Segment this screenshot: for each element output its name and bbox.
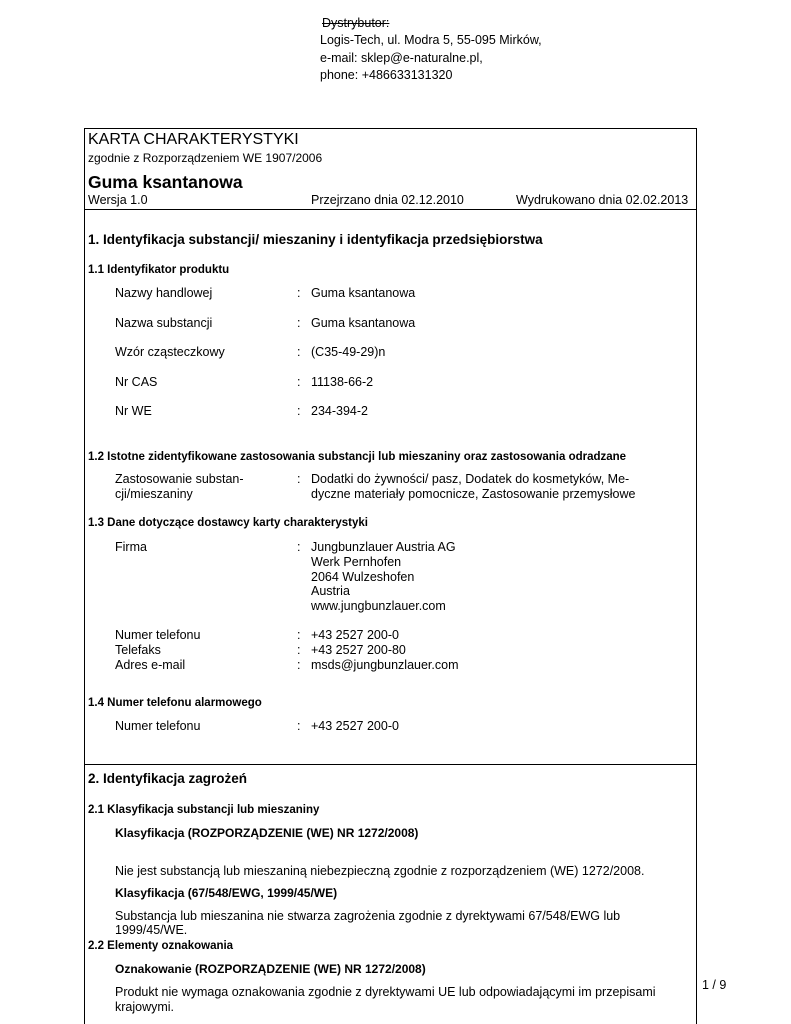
section-2-title: 2. Identyfikacja zagrożeń [88,771,248,786]
field-label-ec: Nr WE [115,404,152,418]
firm-line: Austria [311,584,350,598]
product-name: Guma ksantanowa [88,172,243,192]
distributor-line2: e-mail: sklep@e-naturalne.pl, [320,51,483,65]
labelling-heading: Oznakowanie (ROZPORZĄDZENIE (WE) NR 1272/2008) [115,962,426,976]
colon: : [297,375,301,389]
section-1-4-title: 1.4 Numer telefonu alarmowego [88,697,262,709]
section-1-3-title: 1.3 Dane dotyczące dostawcy karty charakterystyki [88,517,368,529]
colon: : [297,643,301,657]
colon: : [297,286,301,300]
field-label-substance-name: Nazwa substancji [115,316,213,330]
firm-line: Jungbunzlauer Austria AG [311,540,456,554]
field-value-ec: 234-394-2 [311,404,368,418]
colon: : [297,540,301,554]
field-value-fax: +43 2527 200-80 [311,643,406,657]
labelling-text-line2: krajowymi. [115,1000,175,1014]
field-value-use-line1: Dodatki do żywności/ pasz, Dodatek do kosmetyków, Me- [311,472,630,486]
field-label-email: Adres e-mail [115,658,186,672]
field-label-cas: Nr CAS [115,375,158,389]
regulation-reference: zgodnie z Rozporządzeniem WE 1907/2006 [88,151,323,165]
version: Wersja 1.0 [88,193,148,207]
field-label-use-line1: Zastosowanie substan- [115,472,244,486]
dsd-classification-text-line2: 1999/45/WE. [115,923,188,937]
section-divider [84,764,697,765]
section-2-2-title: 2.2 Elementy oznakowania [88,940,234,952]
section-2-1-title: 2.1 Klasyfikacja substancji lub mieszaniny [88,804,320,816]
field-label-formula: Wzór cząsteczkowy [115,345,225,359]
field-label-trade-name: Nazwy handlowej [115,286,213,300]
printed-date: Wydrukowano dnia 02.02.2013 [516,193,689,207]
field-value-use-line2: dyczne materiały pomocnicze, Zastosowanie przemysłowe [311,487,636,501]
field-label-fax: Telefaks [115,643,161,657]
section-1-1-title: 1.1 Identyfikator produktu [88,264,230,276]
field-value-cas: 11138-66-2 [311,375,374,389]
clp-classification-text: Nie jest substancją lub mieszaniną niebezpieczną zgodnie z rozporządzeniem (WE) 1272/2008. [115,864,645,878]
field-value-trade-name: Guma ksantanowa [311,286,416,300]
field-label-emergency-phone: Numer telefonu [115,719,201,733]
colon: : [297,316,301,330]
field-label-use-line2: cji/mieszaniny [115,487,193,501]
field-value-phone: +43 2527 200-0 [311,628,399,642]
field-label-firm: Firma [115,540,147,554]
distributor-line1: Logis-Tech, ul. Modra 5, 55-095 Mirków, [320,33,542,47]
section-1-2-title: 1.2 Istotne zidentyfikowane zastosowania substancji lub mieszaniny oraz zastosowania odradzane [88,451,627,463]
reviewed-date: Przejrzano dnia 02.12.2010 [311,193,464,207]
field-value-email: msds@jungbunzlauer.com [311,658,459,672]
colon: : [297,345,301,359]
colon: : [297,404,301,418]
dsd-classification-heading: Klasyfikacja (67/548/EWG, 1999/45/WE) [115,886,338,900]
field-value-formula: (C35-49-29)n [311,345,386,359]
labelling-text-line1: Produkt nie wymaga oznakowania zgodnie z dyrektywami UE lub odpowiadającymi im przepisami [115,985,656,999]
doc-title: KARTA CHARAKTERYSTYKI [88,131,299,148]
page-number: 1 / 9 [702,978,727,992]
field-value-substance-name: Guma ksantanowa [311,316,416,330]
firm-website: www.jungbunzlauer.com [311,599,446,613]
clp-classification-heading: Klasyfikacja (ROZPORZĄDZENIE (WE) NR 1272/2008) [115,826,419,840]
field-label-phone: Numer telefonu [115,628,201,642]
colon: : [297,719,301,733]
header-divider [84,209,697,210]
firm-line: Werk Pernhofen [311,555,402,569]
dsd-classification-text-line1: Substancja lub mieszanina nie stwarza zagrożenia zgodnie z dyrektywami 67/548/EWG lub [115,909,621,923]
firm-line: 2064 Wulzeshofen [311,570,415,584]
distributor-label: Dystrybutor: [322,16,390,30]
field-value-emergency-phone: +43 2527 200-0 [311,719,399,733]
colon: : [297,472,301,486]
section-1-title: 1. Identyfikacja substancji/ mieszaniny i identyfikacja przedsiębiorstwa [88,232,543,247]
colon: : [297,628,301,642]
distributor-line3: phone: +486633131320 [320,68,453,82]
colon: : [297,658,301,672]
